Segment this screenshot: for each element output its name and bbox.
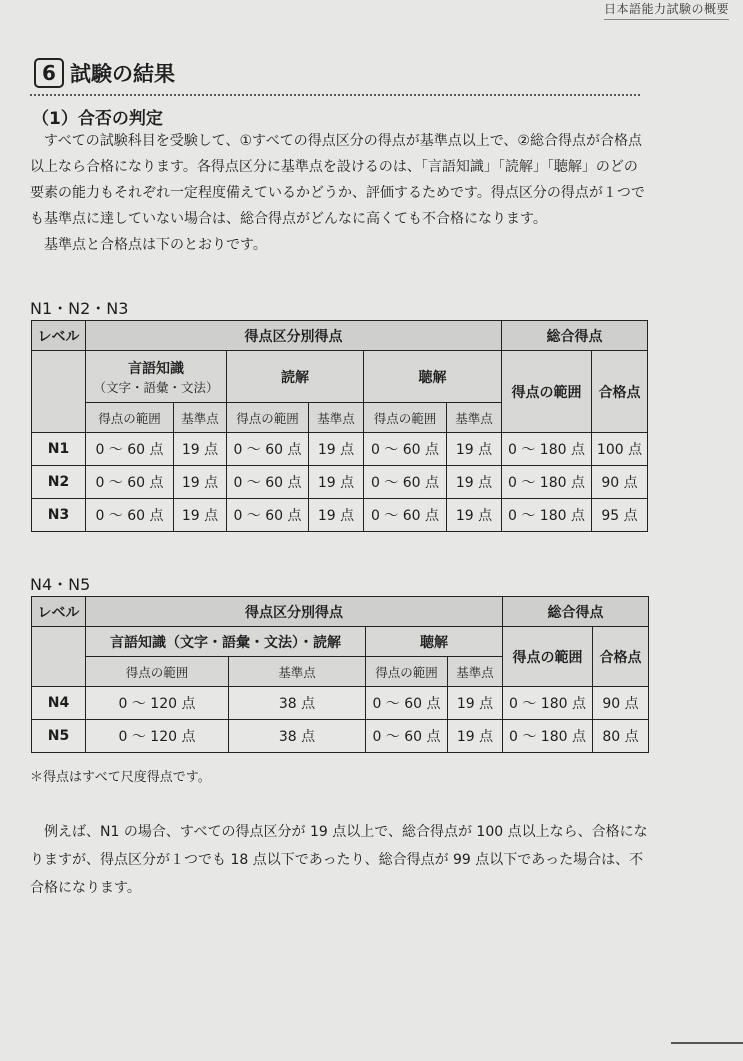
cell-listen-base: 19 点 bbox=[448, 687, 503, 720]
header-scoring: 得点区分別得点 bbox=[86, 597, 503, 627]
header-level-blank bbox=[32, 627, 86, 687]
cell-read-base: 19 点 bbox=[309, 499, 364, 532]
cell-total-range: 0 ～ 180 点 bbox=[503, 720, 593, 753]
row-level: N4 bbox=[32, 687, 86, 720]
cell-lr-range: 0 ～ 120 点 bbox=[86, 687, 229, 720]
cell-pass: 95 点 bbox=[592, 499, 648, 532]
cell-pass: 80 点 bbox=[593, 720, 649, 753]
header-pass: 合格点 bbox=[593, 627, 649, 687]
cell-listen-base: 19 点 bbox=[447, 466, 502, 499]
cell-read-range: 0 ～ 60 点 bbox=[227, 499, 309, 532]
header-lang-sub: （文字・語彙・文法） bbox=[93, 379, 219, 395]
footer-rule bbox=[671, 1042, 743, 1044]
header-lang bbox=[86, 351, 227, 403]
table2-label: N4・N5 bbox=[30, 575, 91, 594]
header-listen-base: 基準点 bbox=[447, 403, 502, 433]
cell-total-range: 0 ～ 180 点 bbox=[502, 466, 592, 499]
cell-read-base: 19 点 bbox=[309, 433, 364, 466]
cell-lang-range: 0 ～ 60 点 bbox=[86, 499, 174, 532]
running-header: 日本語能力試験の概要 bbox=[604, 0, 729, 20]
row-level: N5 bbox=[32, 720, 86, 753]
cell-listen-range: 0 ～ 60 点 bbox=[366, 687, 448, 720]
example-paragraph bbox=[30, 818, 656, 902]
cell-pass: 90 点 bbox=[592, 466, 648, 499]
header-listen-range: 得点の範囲 bbox=[366, 657, 448, 687]
cell-total-range: 0 ～ 180 点 bbox=[502, 433, 592, 466]
footnote: ＊得点はすべて尺度得点です。 bbox=[30, 770, 211, 785]
header-level: レベル bbox=[32, 597, 86, 627]
table-row bbox=[32, 720, 649, 753]
header-lang-label: 言語知識 bbox=[128, 360, 184, 377]
header-total-range: 得点の範囲 bbox=[503, 627, 593, 687]
subsection-title: （1）合否の判定 bbox=[32, 109, 163, 129]
example-text: 例えば、N1 の場合、すべての得点区分が 19 点以上で、総合得点が 100 点以上なら、合格になりますが、得点区分が１つでも 18 点以下であったり、総合得点が 99 点以下であった場合は、不合格になります。 bbox=[30, 824, 648, 896]
header-listening: 聴解 bbox=[364, 351, 502, 403]
cell-lang-range: 0 ～ 60 点 bbox=[86, 466, 174, 499]
header-level: レベル bbox=[32, 321, 86, 351]
cell-lr-base: 38 点 bbox=[229, 687, 366, 720]
intro-text: すべての試験科目を受験して、①すべての得点区分の得点が基準点以上で、②総合得点が合格点以上なら合格になります。各得点区分に基準点を設けるのは、「言語知識」「読解」「聴解」のどの要素の能力もそれぞれ一定程度備えているかどうか、評価するためです。得点区分の得点が１つでも基準点に達していない場合は、総合得点がどんなに高くても不合格になります。 bbox=[30, 133, 645, 227]
header-listen-base: 基準点 bbox=[448, 657, 503, 687]
cell-total-range: 0 ～ 180 点 bbox=[503, 687, 593, 720]
row-level: N1 bbox=[32, 433, 86, 466]
cell-read-range: 0 ～ 60 点 bbox=[227, 433, 309, 466]
intro-paragraph bbox=[30, 128, 650, 258]
header-reading: 読解 bbox=[227, 351, 364, 403]
intro-text-2: 基準点と合格点は下のとおりです。 bbox=[44, 237, 267, 253]
header-lang-read: 言語知識（文字・語彙・文法）・読解 bbox=[86, 627, 366, 657]
cell-listen-base: 19 点 bbox=[447, 499, 502, 532]
header-total: 総合得点 bbox=[502, 321, 648, 351]
header-listening: 聴解 bbox=[366, 627, 503, 657]
table-row bbox=[32, 499, 648, 532]
cell-pass: 90 点 bbox=[593, 687, 649, 720]
cell-lang-base: 19 点 bbox=[174, 499, 227, 532]
cell-listen-range: 0 ～ 60 点 bbox=[364, 466, 447, 499]
cell-pass: 100 点 bbox=[592, 433, 648, 466]
cell-lang-base: 19 点 bbox=[174, 433, 227, 466]
cell-read-range: 0 ～ 60 点 bbox=[227, 466, 309, 499]
header-lang-base: 基準点 bbox=[174, 403, 227, 433]
table1-label: N1・N2・N3 bbox=[30, 299, 129, 318]
cell-listen-range: 0 ～ 60 点 bbox=[364, 433, 447, 466]
section-title: 試験の結果 bbox=[70, 62, 175, 86]
cell-listen-range: 0 ～ 60 点 bbox=[366, 720, 448, 753]
row-level: N3 bbox=[32, 499, 86, 532]
header-scoring: 得点区分別得点 bbox=[86, 321, 502, 351]
header-lr-base: 基準点 bbox=[229, 657, 366, 687]
section-number: 6 bbox=[34, 58, 64, 88]
header-read-base: 基準点 bbox=[309, 403, 364, 433]
header-total-range: 得点の範囲 bbox=[502, 351, 592, 433]
row-level: N2 bbox=[32, 466, 86, 499]
cell-read-base: 19 点 bbox=[309, 466, 364, 499]
header-total: 総合得点 bbox=[503, 597, 649, 627]
cell-listen-base: 19 点 bbox=[448, 720, 503, 753]
table-n1-n3 bbox=[31, 320, 648, 532]
table-row bbox=[32, 466, 648, 499]
table-n4-n5 bbox=[31, 596, 649, 753]
cell-listen-range: 0 ～ 60 点 bbox=[364, 499, 447, 532]
header-listen-range: 得点の範囲 bbox=[364, 403, 447, 433]
header-lr-range: 得点の範囲 bbox=[86, 657, 229, 687]
cell-lang-base: 19 点 bbox=[174, 466, 227, 499]
cell-lang-range: 0 ～ 60 点 bbox=[86, 433, 174, 466]
cell-lr-base: 38 点 bbox=[229, 720, 366, 753]
cell-listen-base: 19 点 bbox=[447, 433, 502, 466]
cell-total-range: 0 ～ 180 点 bbox=[502, 499, 592, 532]
table-row bbox=[32, 433, 648, 466]
cell-lr-range: 0 ～ 120 点 bbox=[86, 720, 229, 753]
header-level-blank bbox=[32, 351, 86, 433]
header-pass: 合格点 bbox=[592, 351, 648, 433]
table-row bbox=[32, 687, 649, 720]
section-heading bbox=[30, 58, 640, 96]
header-lang-range: 得点の範囲 bbox=[86, 403, 174, 433]
header-read-range: 得点の範囲 bbox=[227, 403, 309, 433]
